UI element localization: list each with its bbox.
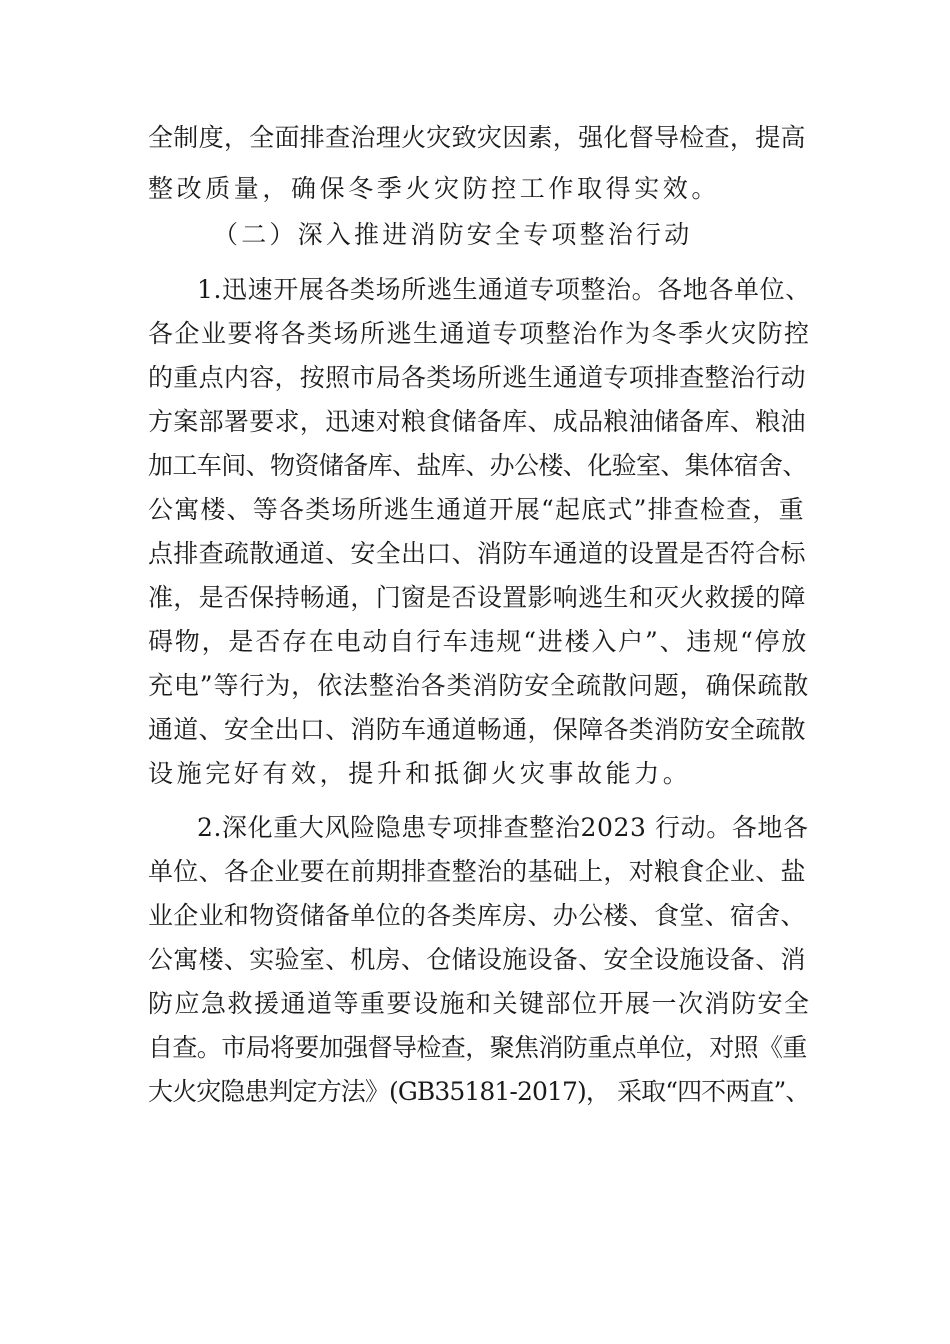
item-2-first-line: 2.深化重大风险隐患专项排查整治2023 行动。各地各 [197,813,809,842]
item-1-first-line: 1.迅速开展各类场所逃生通道专项整治。各地各单位、 [197,275,811,304]
text-line: 准，是否保持畅通，门窗是否设置影响逃生和灭火救援的障 [148,583,806,612]
text-line: 设施完好有效，提升和抵御火灾事故能力。 [148,759,692,788]
text-line: 大火灾隐患判定方法》(GB35181-2017)， 采取“四不两直”、 [148,1077,810,1106]
text-line: 整改质量，确保冬季火灾防控工作取得实效。 [148,174,721,203]
text-line: 的重点内容，按照市局各类场所逃生通道专项排查整治行动 [148,363,806,392]
text-line: 加工车间、物资储备库、盐库、办公楼、化验室、集体宿舍、 [148,451,807,480]
text-line: 自查。市局将要加强督导检查，聚焦消防重点单位，对照《重 [148,1033,807,1062]
text-line: 单位、各企业要在前期排查整治的基础上，对粮食企业、盐 [148,857,806,886]
text-line: 各企业要将各类场所逃生通道专项整治作为冬季火灾防控 [148,319,811,348]
text-line: 全制度，全面排查治理火灾致灾因素，强化督导检查，提高 [148,123,806,152]
text-line: 碍物，是否存在电动自行车违规“进楼入户”、违规“停放 [148,627,809,656]
section-heading: （二）深入推进消防安全专项整治行动 [213,220,693,249]
text-line: 通道、安全出口、消防车通道畅通，保障各类消防安全疏散 [148,715,806,744]
text-line: 公寓楼、等各类场所逃生通道开展“起底式”排查检查，重 [148,495,805,524]
text-line: 业企业和物资储备单位的各类库房、办公楼、食堂、宿舍、 [148,901,806,930]
text-line: 公寓楼、实验室、机房、仓储设施设备、安全设施设备、消 [148,945,806,974]
text-line: 点排查疏散通道、安全出口、消防车通道的设置是否符合标 [148,539,806,568]
text-line: 充电”等行为，依法整治各类消防安全疏散问题，确保疏散 [148,671,810,700]
text-line: 方案部署要求，迅速对粮食储备库、成品粮油储备库、粮油 [148,407,806,436]
text-line: 防应急救援通道等重要设施和关键部位开展一次消防安全 [148,989,811,1018]
